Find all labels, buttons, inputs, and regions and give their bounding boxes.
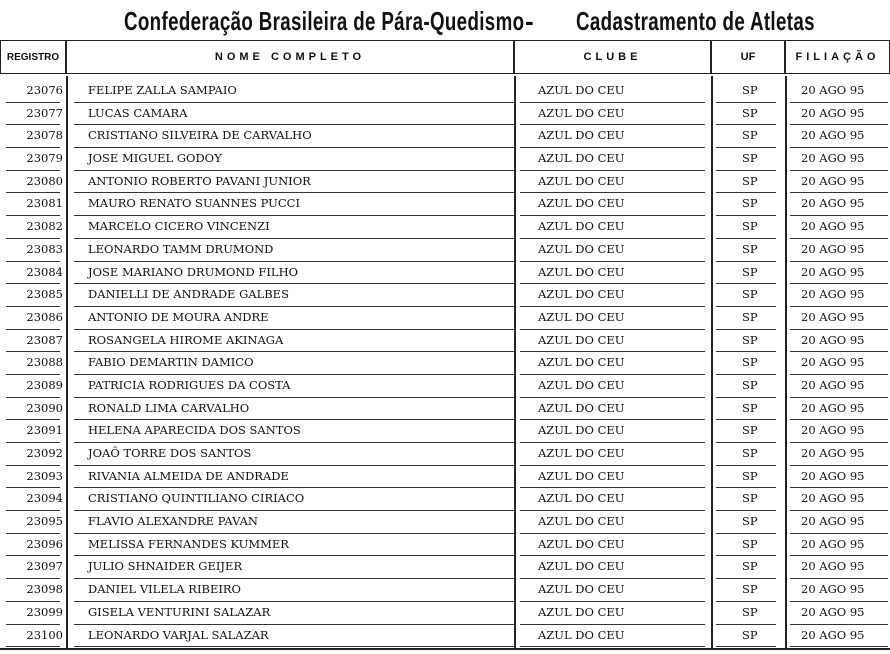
cell-filiacao: 20 AGO 95 [801, 219, 865, 234]
cell-clube: AZUL DO CEU [538, 446, 625, 460]
cell-registro: 23082 [26, 219, 63, 234]
cell-clube: AZUL DO CEU [538, 491, 625, 506]
header-uf: UF [711, 40, 785, 74]
cell-filiacao: 20 AGO 95 [801, 332, 865, 347]
cell-nome: JOAÕ TORRE DOS SANTOS [88, 446, 252, 460]
cell-uf: SP [742, 400, 758, 415]
cell-uf: SP [742, 173, 758, 188]
cell-clube: AZUL DO CEU [538, 559, 625, 574]
cell-uf: SP [742, 491, 758, 506]
cell-registro: 23099 [26, 604, 63, 619]
cell-uf: SP [742, 287, 758, 302]
cell-filiacao: 20 AGO 95 [801, 264, 865, 279]
cell-filiacao: 20 AGO 95 [801, 287, 865, 302]
cell-filiacao: 20 AGO 95 [801, 309, 865, 324]
cell-uf: SP [742, 604, 758, 619]
cell-registro: 23092 [26, 446, 63, 460]
table-row [0, 443, 890, 466]
cell-nome: MAURO RENATO SUANNES PUCCI [88, 196, 301, 211]
table-row [0, 556, 890, 579]
cell-nome: CRISTIANO QUINTILIANO CIRIACO [88, 491, 305, 506]
cell-nome: RONALD LIMA CARVALHO [88, 400, 250, 415]
cell-uf: SP [742, 105, 758, 120]
cell-clube: AZUL DO CEU [538, 128, 625, 143]
cell-filiacao: 20 AGO 95 [801, 355, 865, 370]
cell-nome: LEONARDO TAMM DRUMOND [88, 241, 274, 256]
cell-clube: AZUL DO CEU [538, 627, 625, 642]
title-organization: Confederação Brasileira de Pára-Quedismo [124, 6, 525, 36]
cell-clube: AZUL DO CEU [538, 423, 625, 438]
cell-nome: RIVANIA ALMEIDA DE ANDRADE [88, 468, 289, 483]
cell-filiacao: 20 AGO 95 [801, 604, 865, 619]
cell-filiacao: 20 AGO 95 [801, 582, 865, 597]
cell-nome: JOSE MIGUEL GODOY [88, 151, 222, 166]
table-bottom-border [0, 648, 890, 650]
cell-filiacao: 20 AGO 95 [801, 627, 865, 642]
cell-uf: SP [742, 423, 758, 438]
cell-filiacao: 20 AGO 95 [801, 83, 865, 97]
header-clube: CLUBE [514, 40, 711, 74]
table-row [0, 511, 890, 534]
cell-clube: AZUL DO CEU [538, 309, 625, 324]
document-title [0, 4, 890, 38]
cell-registro: 23083 [26, 241, 63, 256]
table-row [0, 262, 890, 285]
cell-nome: ROSANGELA HIROME AKINAGA [88, 332, 284, 347]
cell-clube: AZUL DO CEU [538, 332, 625, 347]
cell-filiacao: 20 AGO 95 [801, 559, 865, 574]
cell-clube: AZUL DO CEU [538, 536, 625, 551]
cell-clube: AZUL DO CEU [538, 83, 625, 97]
cell-registro: 23100 [26, 627, 63, 642]
table-row [0, 534, 890, 557]
cell-registro: 23076 [26, 83, 63, 97]
cell-uf: SP [742, 514, 758, 529]
table-row [0, 398, 890, 421]
cell-clube: AZUL DO CEU [538, 582, 625, 597]
cell-registro: 23077 [26, 105, 63, 120]
cell-filiacao: 20 AGO 95 [801, 377, 865, 392]
cell-clube: AZUL DO CEU [538, 241, 625, 256]
cell-clube: AZUL DO CEU [538, 151, 625, 166]
cell-registro: 23089 [26, 377, 63, 392]
table-row [0, 216, 890, 239]
cell-registro: 23087 [26, 332, 63, 347]
cell-nome: MELISSA FERNANDES KUMMER [88, 536, 289, 551]
cell-clube: AZUL DO CEU [538, 468, 625, 483]
cell-registro: 23093 [26, 468, 63, 483]
cell-filiacao: 20 AGO 95 [801, 400, 865, 415]
athlete-table-body [0, 80, 890, 647]
table-row [0, 352, 890, 375]
table-row [0, 148, 890, 171]
cell-filiacao: 20 AGO 95 [801, 128, 865, 143]
cell-registro: 23097 [26, 559, 63, 574]
cell-uf: SP [742, 536, 758, 551]
table-row [0, 488, 890, 511]
cell-uf: SP [742, 377, 758, 392]
cell-nome: JULIO SHNAIDER GEIJER [88, 559, 243, 574]
cell-nome: JOSE MARIANO DRUMOND FILHO [88, 264, 299, 279]
cell-nome: FABIO DEMARTIN DAMICO [88, 355, 254, 370]
cell-registro: 23084 [26, 264, 63, 279]
table-row [0, 239, 890, 262]
cell-clube: AZUL DO CEU [538, 264, 625, 279]
table-row [0, 420, 890, 443]
cell-uf: SP [742, 151, 758, 166]
table-header [0, 40, 890, 76]
cell-clube: AZUL DO CEU [538, 514, 625, 529]
cell-filiacao: 20 AGO 95 [801, 423, 865, 438]
table-row [0, 103, 890, 126]
cell-nome: DANIELLI DE ANDRADE GALBES [88, 287, 289, 302]
cell-nome: DANIEL VILELA RIBEIRO [88, 582, 241, 597]
cell-registro: 23096 [26, 536, 63, 551]
cell-uf: SP [742, 196, 758, 211]
cell-uf: SP [742, 332, 758, 347]
cell-registro: 23080 [26, 173, 63, 188]
cell-nome: GISELA VENTURINI SALAZAR [88, 604, 271, 619]
cell-nome: PATRICIA RODRIGUES DA COSTA [88, 377, 291, 392]
cell-uf: SP [742, 446, 758, 460]
table-row [0, 579, 890, 602]
table-row [0, 602, 890, 625]
table-row [0, 330, 890, 353]
cell-nome: LEONARDO VARJAL SALAZAR [88, 627, 269, 642]
cell-registro: 23098 [26, 582, 63, 597]
cell-nome: CRISTIANO SILVEIRA DE CARVALHO [88, 128, 312, 143]
cell-clube: AZUL DO CEU [538, 196, 625, 211]
cell-filiacao: 20 AGO 95 [801, 446, 865, 460]
table-row [0, 625, 890, 648]
cell-nome: FLAVIO ALEXANDRE PAVAN [88, 514, 258, 529]
cell-clube: AZUL DO CEU [538, 377, 625, 392]
cell-filiacao: 20 AGO 95 [801, 196, 865, 211]
table-row [0, 307, 890, 330]
table-row [0, 375, 890, 398]
cell-clube: AZUL DO CEU [538, 173, 625, 188]
table-row [0, 80, 890, 103]
header-registro: REGISTRO [0, 40, 66, 74]
cell-nome: LUCAS CAMARA [88, 105, 188, 120]
cell-uf: SP [742, 468, 758, 483]
cell-nome: MARCELO CICERO VINCENZI [88, 219, 270, 234]
cell-registro: 23095 [26, 514, 63, 529]
title-subject: Cadastramento de Atletas [576, 6, 815, 36]
cell-filiacao: 20 AGO 95 [801, 468, 865, 483]
cell-nome: HELENA APARECIDA DOS SANTOS [88, 423, 301, 438]
cell-uf: SP [742, 559, 758, 574]
cell-clube: AZUL DO CEU [538, 355, 625, 370]
cell-clube: AZUL DO CEU [538, 604, 625, 619]
table-row [0, 125, 890, 148]
cell-registro: 23086 [26, 309, 63, 324]
cell-filiacao: 20 AGO 95 [801, 514, 865, 529]
cell-uf: SP [742, 219, 758, 234]
cell-registro: 23094 [26, 491, 63, 506]
cell-filiacao: 20 AGO 95 [801, 241, 865, 256]
table-row [0, 466, 890, 489]
cell-filiacao: 20 AGO 95 [801, 536, 865, 551]
cell-uf: SP [742, 128, 758, 143]
cell-filiacao: 20 AGO 95 [801, 491, 865, 506]
cell-uf: SP [742, 83, 758, 97]
cell-uf: SP [742, 264, 758, 279]
cell-clube: AZUL DO CEU [538, 105, 625, 120]
cell-registro: 23081 [26, 196, 63, 211]
cell-registro: 23079 [26, 151, 63, 166]
table-row [0, 284, 890, 307]
cell-filiacao: 20 AGO 95 [801, 173, 865, 188]
cell-clube: AZUL DO CEU [538, 219, 625, 234]
table-row [0, 193, 890, 216]
title-separator: - [525, 6, 535, 36]
cell-uf: SP [742, 355, 758, 370]
table-row [0, 171, 890, 194]
cell-filiacao: 20 AGO 95 [801, 151, 865, 166]
cell-nome: ANTONIO ROBERTO PAVANI JUNIOR [88, 173, 311, 188]
cell-filiacao: 20 AGO 95 [801, 105, 865, 120]
cell-uf: SP [742, 582, 758, 597]
cell-registro: 23088 [26, 355, 63, 370]
cell-registro: 23090 [26, 400, 63, 415]
cell-registro: 23085 [26, 287, 63, 302]
cell-registro: 23091 [26, 423, 63, 438]
cell-clube: AZUL DO CEU [538, 400, 625, 415]
header-nome-completo: NOME COMPLETO [66, 40, 514, 74]
cell-nome: FELIPE ZALLA SAMPAIO [88, 83, 237, 97]
cell-nome: ANTONIO DE MOURA ANDRE [88, 309, 269, 324]
cell-uf: SP [742, 309, 758, 324]
cell-registro: 23078 [26, 128, 63, 143]
cell-uf: SP [742, 627, 758, 642]
cell-uf: SP [742, 241, 758, 256]
header-filiacao: FILIAÇÃO [785, 40, 890, 74]
cell-clube: AZUL DO CEU [538, 287, 625, 302]
